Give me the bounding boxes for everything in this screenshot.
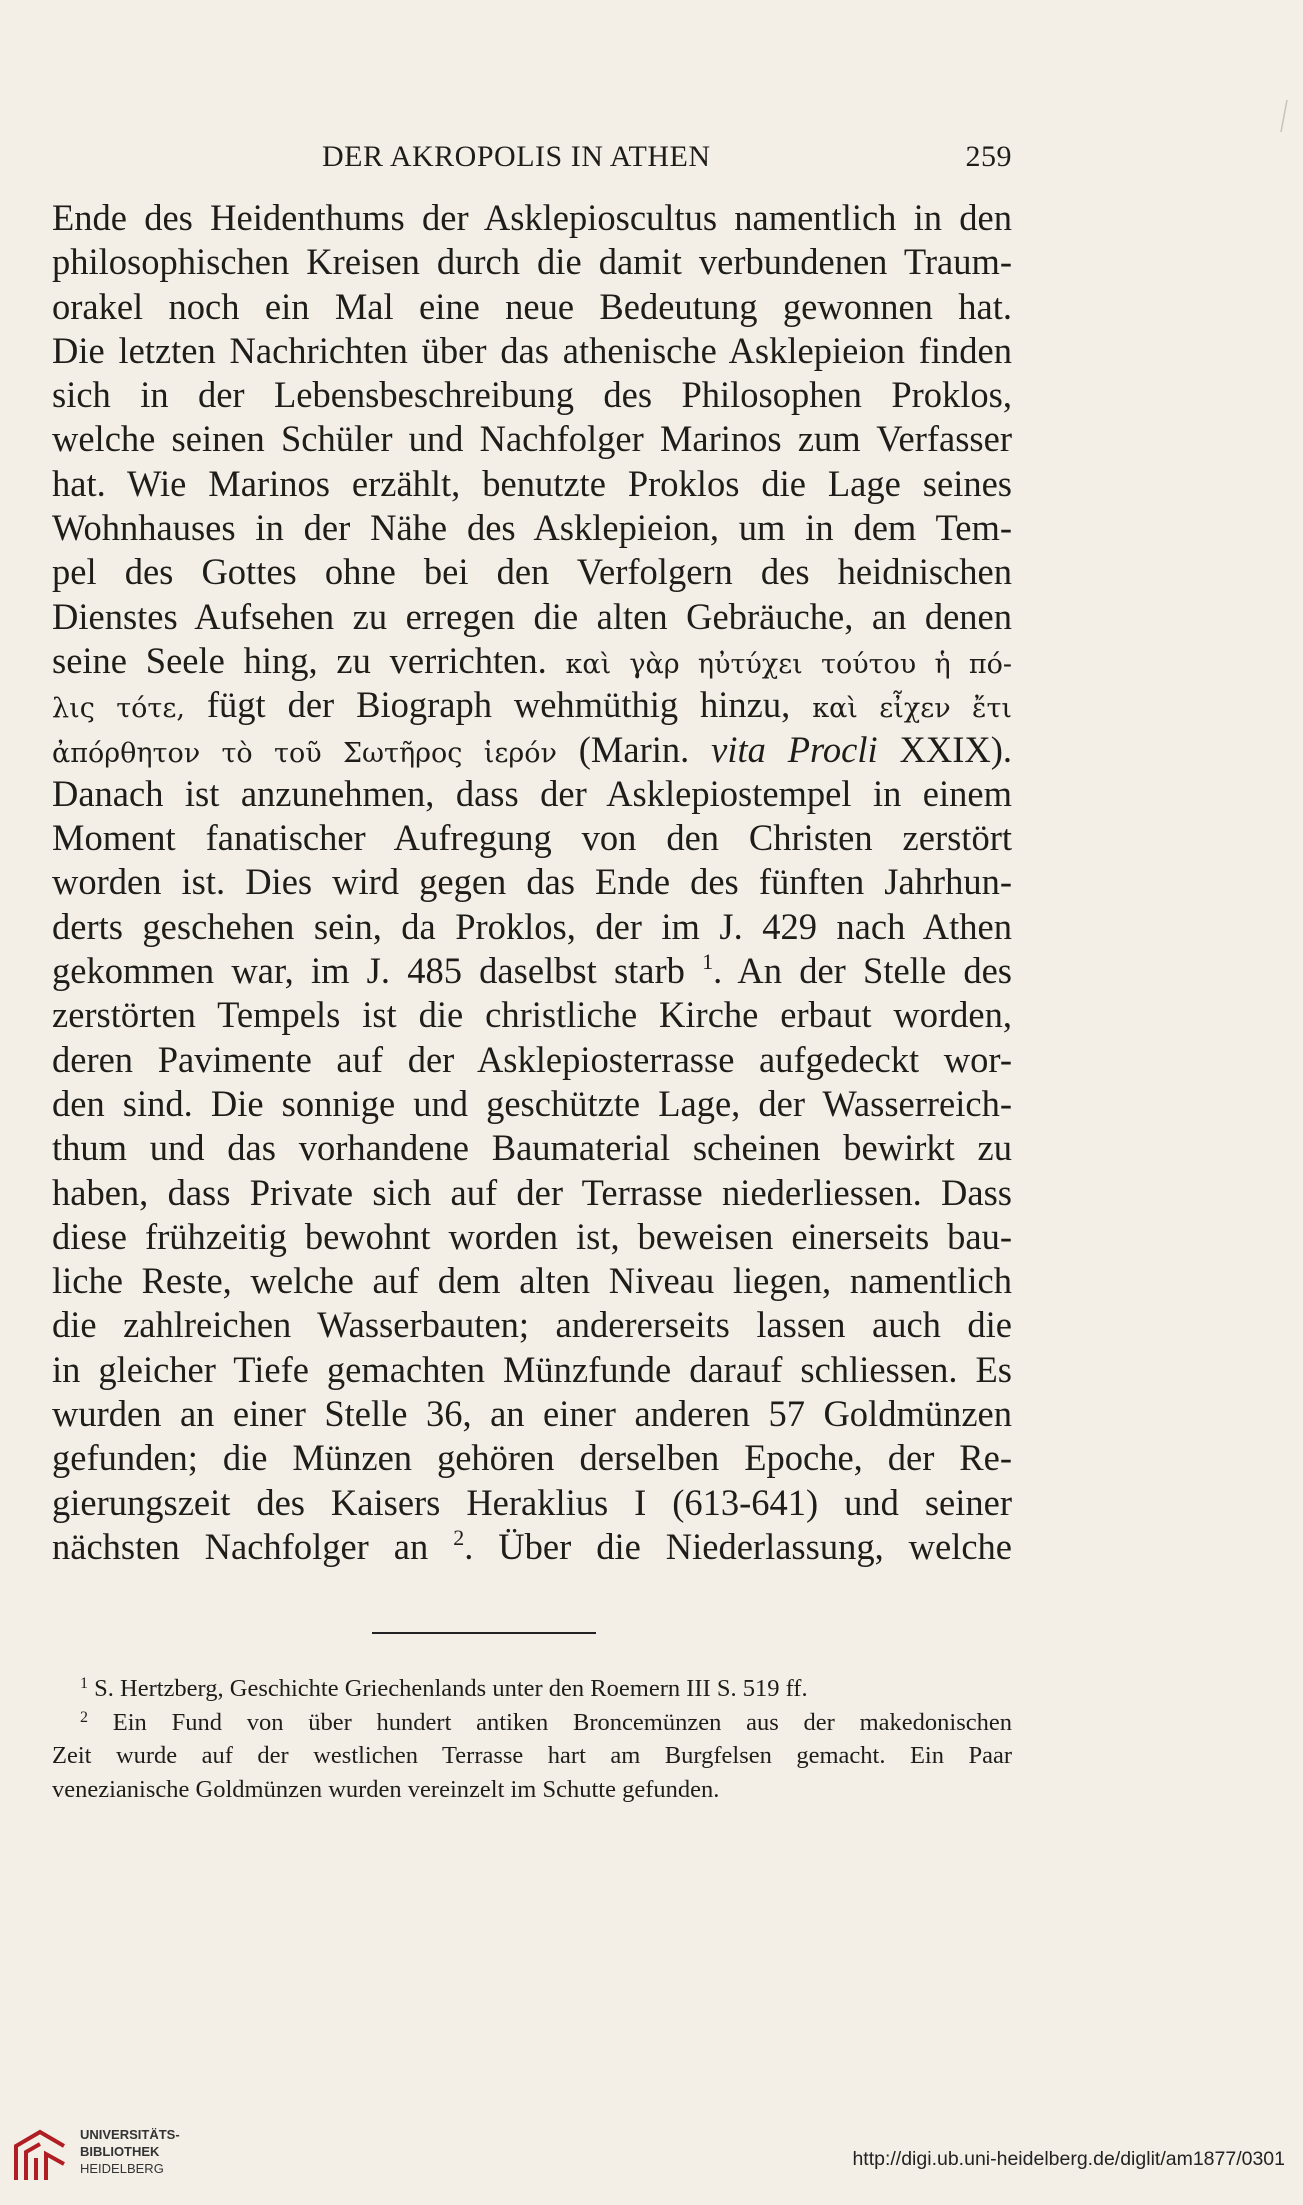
running-title: DER AKROPOLIS IN ATHEN: [322, 140, 711, 173]
page-header: [52, 140, 1012, 180]
footnote-text-line: Zeit wurde auf der westlichen Terrasse hart am Burgfelsen gemacht. Ein Paar: [52, 1742, 1012, 1769]
text-line: [52, 1525, 1012, 1569]
text-line: Ende des Heidenthums der Asklepioscultus namentlich in den: [52, 197, 1012, 238]
citation-title: vita Procli: [711, 728, 878, 770]
line-text: . An der Stelle des: [713, 950, 1013, 992]
greek-quote: καὶ εἶχεν ἔτι: [812, 693, 1012, 725]
page-edge-mark: [1273, 96, 1293, 136]
footnote-1: [52, 1672, 1012, 1706]
text-line: diese frühzeitig bewohnt worden ist, beweisen einerseits bau-: [52, 1215, 1012, 1257]
text-line: philosophischen Kreisen durch die damit verbundenen Traum-: [52, 241, 1012, 283]
text-line: gefunden; die Münzen gehören derselben Epoche, der Re-: [52, 1437, 1012, 1479]
library-name-line: UNIVERSITÄTS-: [80, 2127, 180, 2142]
text-line: worden ist. Dies wird gegen das Ende des fünften Jahrhun-: [52, 861, 1012, 903]
library-name: [80, 2126, 180, 2177]
footnote-ref: 2: [453, 1524, 465, 1550]
text-line: gierungszeit des Kaisers Heraklius I (613-641) und seiner: [52, 1481, 1012, 1523]
footnotes: [52, 1672, 1012, 1806]
text-line: thum und das vorhandene Baumaterial scheinen bewirkt zu: [52, 1127, 1012, 1169]
text-line: [52, 949, 1012, 993]
text-line: welche seinen Schüler und Nachfolger Marinos zum Verfasser: [52, 418, 1012, 460]
line-text: XXIX).: [899, 728, 1013, 770]
text-line: liche Reste, welche auf dem alten Niveau liegen, namentlich: [52, 1260, 1012, 1302]
line-text: seine Seele hing, zu verrichten.: [52, 639, 547, 681]
footnote-mark: 2: [80, 1708, 88, 1726]
text-line: haben, dass Private sich auf der Terrasse niederliessen. Dass: [52, 1171, 1012, 1213]
text-line: Danach ist anzunehmen, dass der Asklepiostempel in einem: [52, 772, 1012, 814]
text-line: den sind. Die sonnige und geschützte Lage, der Wasserreich-: [52, 1082, 1012, 1124]
text-line: zerstörten Tempels ist die christliche Kirche erbaut worden,: [52, 994, 1012, 1036]
text-line: derts geschehen sein, da Proklos, der im J. 429 nach Athen: [52, 905, 1012, 947]
text-line: wurden an einer Stelle 36, an einer anderen 57 Goldmünzen: [52, 1393, 1012, 1435]
footnote-2: [52, 1706, 1012, 1740]
footnote-ref: 1: [702, 949, 714, 975]
text-line: pel des Gottes ohne bei den Verfolgern des heidnischen: [52, 551, 1012, 593]
text-line: Dienstes Aufsehen zu erregen die alten Gebräuche, an denen: [52, 595, 1012, 637]
text-line: [52, 639, 1012, 683]
footnote-text-line: venezianische Goldmünzen wurden vereinzelt im Schutte gefunden.: [52, 1775, 720, 1803]
library-logo[interactable]: [10, 2120, 240, 2192]
text-line: orakel noch ein Mal eine neue Bedeutung gewonnen hat.: [52, 285, 1012, 327]
text-line: Moment fanatischer Aufregung von den Christen zerstört: [52, 817, 1012, 859]
university-library-logo-icon: [10, 2124, 70, 2186]
page-number: 259: [965, 140, 1012, 173]
library-name-line: BIBLIOTHEK: [80, 2144, 160, 2159]
library-name-line: HEIDELBERG: [80, 2161, 164, 2176]
footnote-divider: [372, 1632, 596, 1634]
greek-quote: καὶ γὰρ ηὐτύχει τούτου ἡ πό-: [565, 648, 1012, 680]
text-line: sich in der Lebensbeschreibung des Philosophen Proklos,: [52, 374, 1012, 416]
text-line: in gleicher Tiefe gemachten Münzfunde darauf schliessen. Es: [52, 1348, 1012, 1390]
footnote-text: S. Hertzberg, Geschichte Griechenlands unter den Roemern III S. 519 ff.: [94, 1675, 808, 1702]
main-text: [52, 196, 1012, 1569]
text-line: hat. Wie Marinos erzählt, benutzte Proklos die Lage seines: [52, 462, 1012, 504]
greek-quote: ἀπόρθητον τὸ τοῦ Σωτῆρος ἱερόν: [52, 737, 557, 769]
footnote-mark: 1: [80, 1675, 88, 1692]
text-line: [52, 683, 1012, 727]
text-line: die zahlreichen Wasserbauten; andererseits lassen auch die: [52, 1304, 1012, 1346]
line-text: . Über die Niederlassung, welche: [464, 1525, 1013, 1567]
greek-quote: λις τότε,: [52, 693, 185, 725]
text-line: Die letzten Nachrichten über das athenische Asklepieion finden: [52, 329, 1012, 371]
source-url-link[interactable]: http://digi.ub.uni-heidelberg.de/diglit/am1877/0301: [852, 2148, 1285, 2170]
text-line: deren Pavimente auf der Asklepiosterrasse aufgedeckt wor-: [52, 1038, 1012, 1080]
text-line: [52, 728, 1012, 772]
footnote-text: Ein Fund von über hundert antiken Broncemünzen aus der makedonischen: [112, 1708, 1013, 1736]
line-text: fügt der Biograph wehmüthig hinzu,: [206, 684, 791, 726]
line-text: (Marin.: [578, 728, 690, 770]
text-line: Wohnhauses in der Nähe des Asklepieion, um in dem Tem-: [52, 507, 1012, 549]
line-text: gekommen war, im J. 485 daselbst starb: [52, 950, 685, 992]
line-text: nächsten Nachfolger an: [52, 1525, 429, 1567]
